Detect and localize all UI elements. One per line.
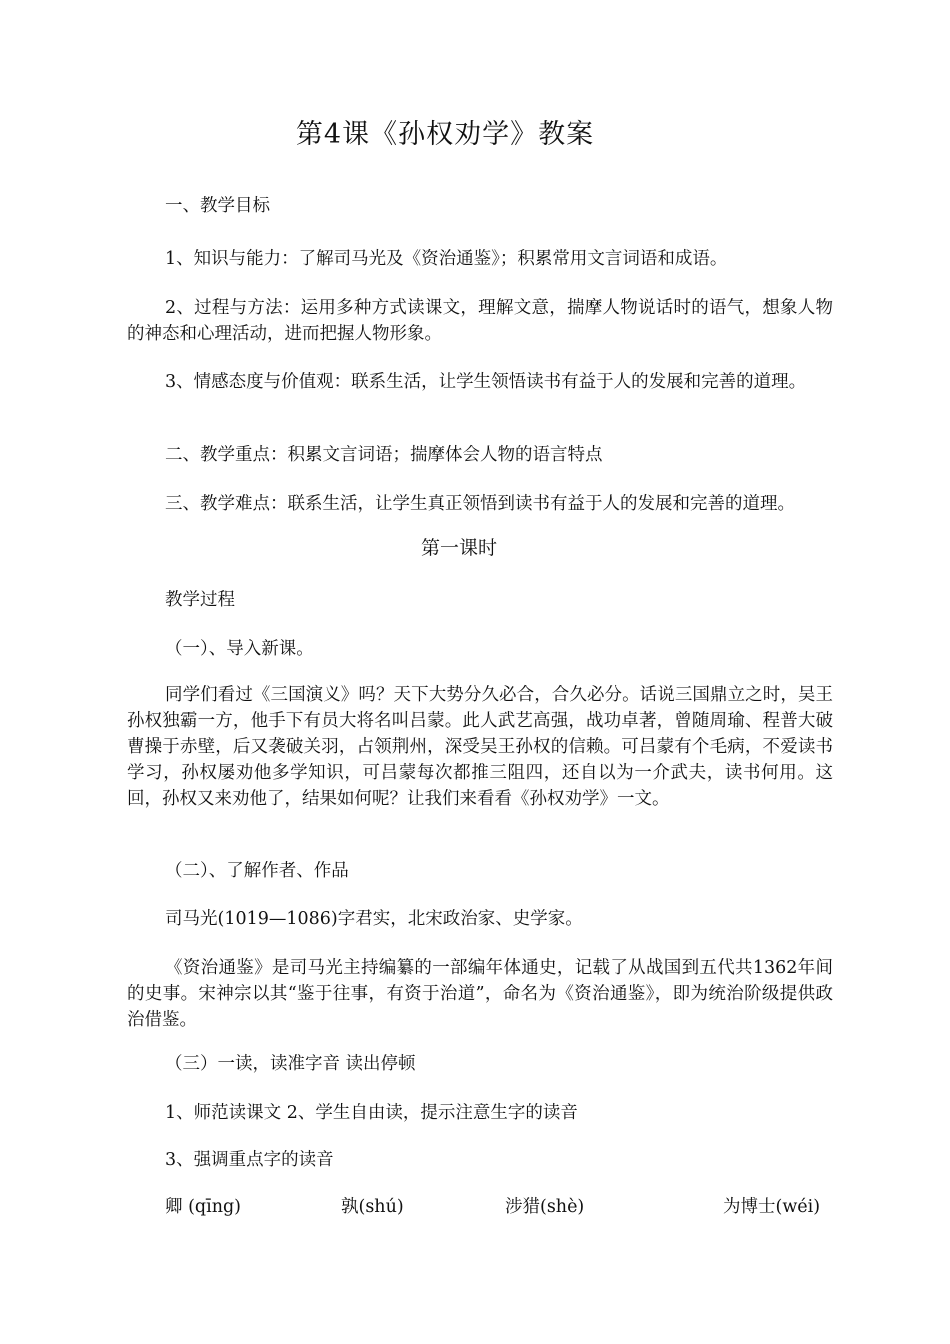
difficulties: 三、教学难点：联系生活，让学生真正领悟到读书有益于人的发展和完善的道理。: [165, 494, 795, 514]
step1-heading: （一）、导入新课。: [165, 639, 314, 659]
objective-2: 2、过程与方法：运用多种方式读课文，理解文意，揣摩人物说话时的语气，想象人物的神态和心理活动，进而把握人物形象。: [127, 298, 833, 344]
key-points: 二、教学重点：积累文言词语；揣摩体会人物的语言特点: [165, 445, 603, 465]
step2-heading: （二）、了解作者、作品: [165, 861, 349, 881]
objective-3: 3、情感态度与价值观：联系生活，让学生领悟读书有益于人的发展和完善的道理。: [165, 372, 807, 392]
step3-item-2: 3、强调重点字的读音: [165, 1150, 334, 1170]
document-title: 第4课《孙权劝学》教案: [295, 119, 595, 150]
objective-1: 1、知识与能力：了解司马光及《资治通鉴》；积累常用文言词语和成语。: [165, 249, 728, 269]
pinyin-item: 卿 (qīng): [165, 1197, 241, 1217]
pinyin-item: 孰(shú): [341, 1197, 404, 1217]
author-line: 司马光(1019—1086)字君实，北宋政治家、史学家。: [165, 909, 583, 929]
intro-paragraph: 同学们看过《三国演义》吗？天下大势分久必合，合久必分。话说三国鼎立之时，吴王孙权独霸一方，他手下有员大将名叫吕蒙。此人武艺高强，战功卓著，曾随周瑜、程普大破曹操于赤壁，后又袭破关羽，占领荆州，深受吴王孙权的信赖。可吕蒙有个毛病，不爱读书学习，孙权屡劝他多学知识，可吕蒙每次都推三阻四，还自以为一介武夫，读书何用。这回，孙权又来劝他了，结果如何呢？让我们来看看《孙权劝学》一文。: [127, 685, 833, 809]
process-heading: 教学过程: [165, 590, 235, 610]
step3-heading: （三）一读，读准字音 读出停顿: [165, 1054, 416, 1074]
objectives-heading: 一、教学目标: [165, 196, 270, 216]
work-paragraph: 《资治通鉴》是司马光主持编纂的一部编年体通史，记载了从战国到五代共1362年间的史事。宋神宗以其“鉴于往事，有资于治道”，命名为《资治通鉴》，即为统治阶级提供政治借鉴。: [127, 958, 833, 1030]
step3-item-1: 1、师范读课文 2、学生自由读，提示注意生字的读音: [165, 1103, 578, 1123]
pinyin-item: 涉猎(shè): [505, 1197, 585, 1217]
lesson-heading: 第一课时: [420, 537, 497, 559]
pinyin-item: 为博士(wéi): [723, 1197, 821, 1217]
